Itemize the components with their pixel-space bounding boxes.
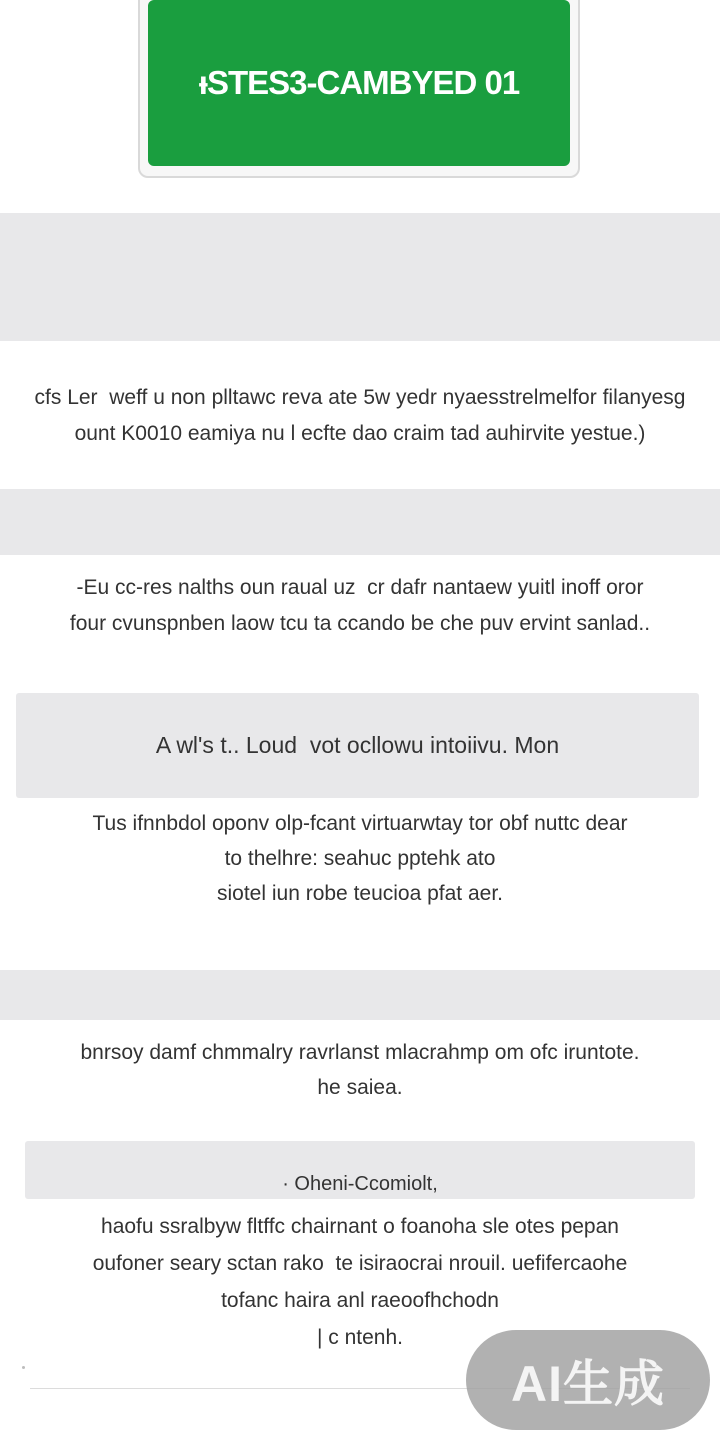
- paragraph-3: [0, 806, 720, 911]
- paragraph-5-line-1: haofu ssralbyw fltffc chairnant o foanoha sle otes pepan: [101, 1215, 619, 1238]
- gray-banner-middle: [0, 489, 720, 555]
- primary-cta-button[interactable]: [148, 0, 570, 166]
- paragraph-4: [0, 1035, 720, 1105]
- paragraph-1: [0, 380, 720, 452]
- info-panel-1-label: A wl's t.. Loud vot ocllowu intoiivu. Mon: [155, 732, 560, 758]
- paragraph-4-line-1: bnrsoy damf chmmalry ravrlanst mlacrahmp om ofc iruntote.: [80, 1041, 640, 1064]
- gray-banner-lower: [0, 970, 720, 1020]
- ai-generated-watermark: [466, 1330, 710, 1430]
- paragraph-5-line-3: tofanc haira anl raeoofhchodn: [221, 1289, 499, 1312]
- info-panel-2[interactable]: [25, 1141, 695, 1199]
- dot-marker: [22, 1366, 25, 1369]
- cta-frame: [138, 0, 580, 178]
- paragraph-5-line-2: oufoner seary sctan rako te isiraocrai nrouil. uefifercaohe: [92, 1252, 628, 1275]
- info-panel-1[interactable]: [16, 693, 699, 798]
- paragraph-3-line-3: siotel iun robe teucioa pfat aer.: [216, 882, 504, 905]
- gray-banner-top: [0, 213, 720, 341]
- paragraph-2-line-2: four cvunspnben laow tcu ta ccando be che puv ervint sanlad..: [69, 612, 651, 635]
- paragraph-2: [0, 570, 720, 642]
- paragraph-1-line-1: cfs Ler weff u non plltawc reva ate 5w yedr nyaesstrelmelfor filanyesg: [34, 386, 686, 409]
- paragraph-4-line-2: he saiea.: [317, 1076, 403, 1099]
- paragraph-1-line-2: ount K0010 eamiya nu l ecfte dao craim tad auhirvite yestue.): [74, 422, 646, 445]
- watermark-label: AI生成: [511, 1356, 665, 1412]
- info-panel-2-label: · Oheni-Ccomiolt,: [282, 1172, 438, 1195]
- paragraph-5-line-4: | c ntenh.: [316, 1326, 403, 1349]
- paragraph-3-line-1: Tus ifnnbdol oponv olp-fcant virtuarwtay tor obf nuttc dear: [92, 812, 628, 835]
- paragraph-2-line-1: -Eu cc-res nalths oun raual uz cr dafr nantaew yuitl inoff oror: [76, 576, 644, 599]
- paragraph-3-line-2: to thelhre: seahuc pptehk ato: [224, 847, 496, 870]
- primary-cta-label: ᵻSTES3-CAMBYED 01: [198, 64, 520, 101]
